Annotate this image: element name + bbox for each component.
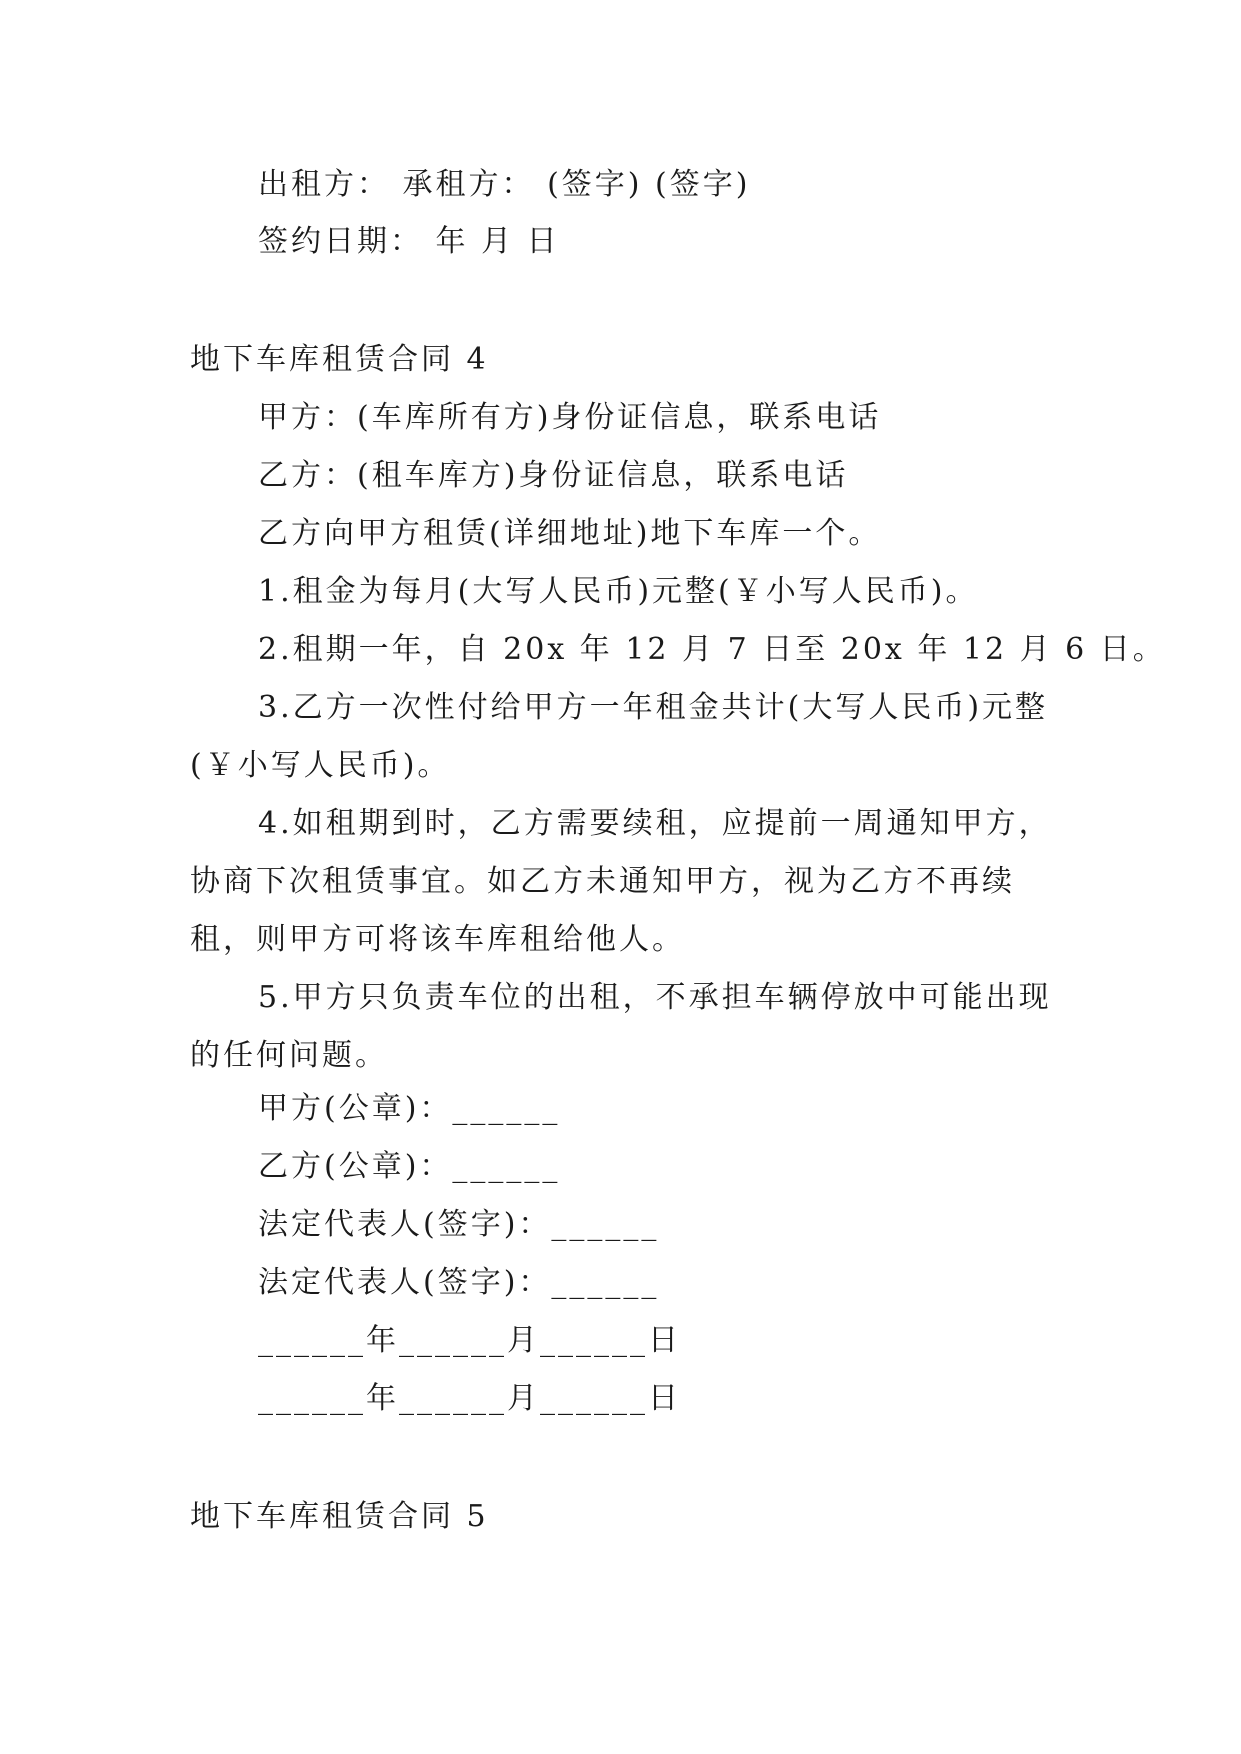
party-b-seal-line: 乙方(公章)：______ xyxy=(258,1149,561,1184)
contract-5-title: 地下车库租赁合同 5 xyxy=(190,1499,489,1534)
clause-1: 1.租金为每月(大写人民币)元整(￥小写人民币)。 xyxy=(258,574,979,609)
clause-4: 4.如租期到时，乙方需要续租，应提前一周通知甲方，协商下次租赁事宜。如乙方未通知甲方，视为乙方不再续租，则甲方可将该车库租给他人。 xyxy=(190,806,1052,957)
clause-5: 5.甲方只负责车位的出租，不承担车辆停放中可能出现的任何问题。 xyxy=(190,980,1052,1073)
party-a-line: 甲方：(车库所有方)身份证信息，联系电话 xyxy=(258,400,882,435)
contract-4-title: 地下车库租赁合同 4 xyxy=(190,342,489,377)
intro-line: 乙方向甲方租赁(详细地址)地下车库一个。 xyxy=(258,516,882,551)
date-line-a: ______年______月______日 xyxy=(258,1323,681,1358)
party-b-line: 乙方：(租车库方)身份证信息，联系电话 xyxy=(258,458,849,493)
date-line-b: ______年______月______日 xyxy=(258,1381,681,1416)
signature-line: 出租方： 承租方： (签字) (签字) xyxy=(258,167,751,202)
signing-date-line: 签约日期： 年 月 日 xyxy=(258,224,560,259)
clause-2: 2.租期一年，自 20x 年 12 月 7 日至 20x 年 12 月 6 日。 xyxy=(258,632,1166,667)
legal-rep-b-line: 法定代表人(签字)：______ xyxy=(258,1265,660,1300)
legal-rep-a-line: 法定代表人(签字)：______ xyxy=(258,1207,660,1242)
clause-3: 3.乙方一次性付给甲方一年租金共计(大写人民币)元整(￥小写人民币)。 xyxy=(190,690,1049,783)
party-a-seal-line: 甲方(公章)：______ xyxy=(258,1091,561,1126)
